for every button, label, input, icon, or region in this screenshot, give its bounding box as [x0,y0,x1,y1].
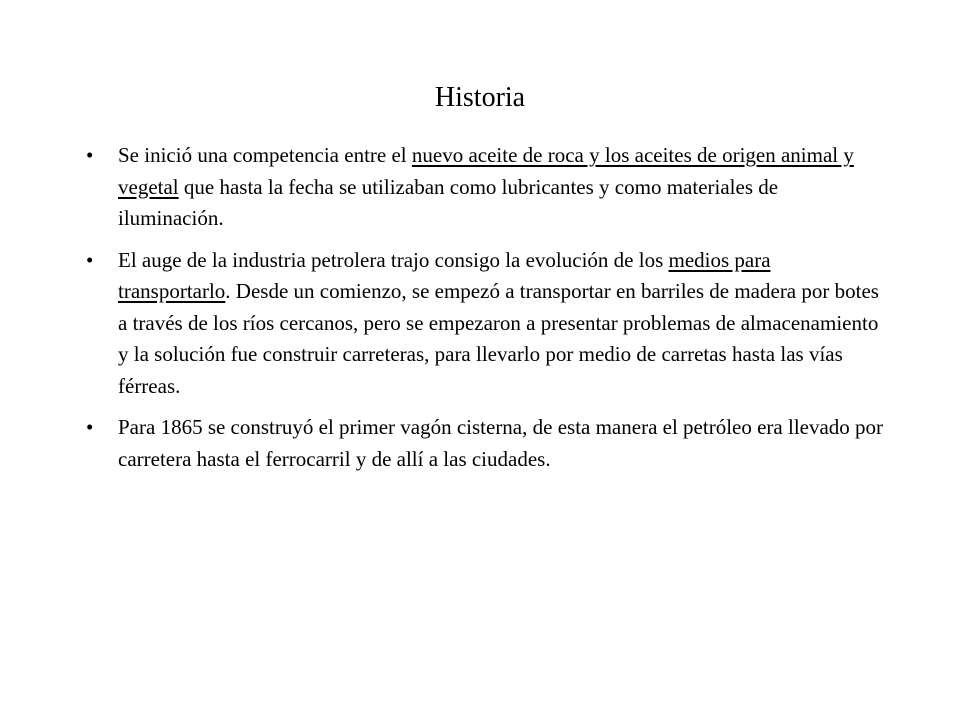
bullet-symbol: • [86,247,94,272]
bullet-1-underlined: nuevo aceite de roca y los aceites de origen animal y vegetal [118,143,854,199]
bullet-item-1 [86,140,886,235]
bullet-item-3 [86,412,886,475]
bullet-2-after: . Desde un comienzo, se empezó a transportar en barriles de madera por botes a través de los ríos cercanos, pero se empezaron a presentar problemas de almacenamiento y la solución fue construir carreteras, para llevarlo por medio de carretas hasta las vías férreas. [118,279,879,398]
bullet-3-text: Para 1865 se construyó el primer vagón cisterna, de esta manera el petróleo era llevado por carretera hasta el ferrocarril y de allí a las ciudades. [118,415,884,471]
slide-title: Historia [434,82,526,113]
bullet-symbol: • [86,143,94,167]
bullet-list [86,140,886,485]
bullet-2-before: El auge de la industria petrolera trajo consigo la evolución de los [118,247,669,272]
bullet-2-underlined: medios para transportarlo [118,247,771,303]
bullet-item-2 [86,245,886,403]
bullet-1-before: Se inició una competencia entre el [118,143,412,167]
bullet-1-after: que hasta la fecha se utilizaban como lubricantes y como materiales de iluminación. [118,174,779,230]
bullet-2-text [118,248,879,398]
bullet-1-text [118,143,854,230]
bullet-symbol: • [86,415,94,439]
